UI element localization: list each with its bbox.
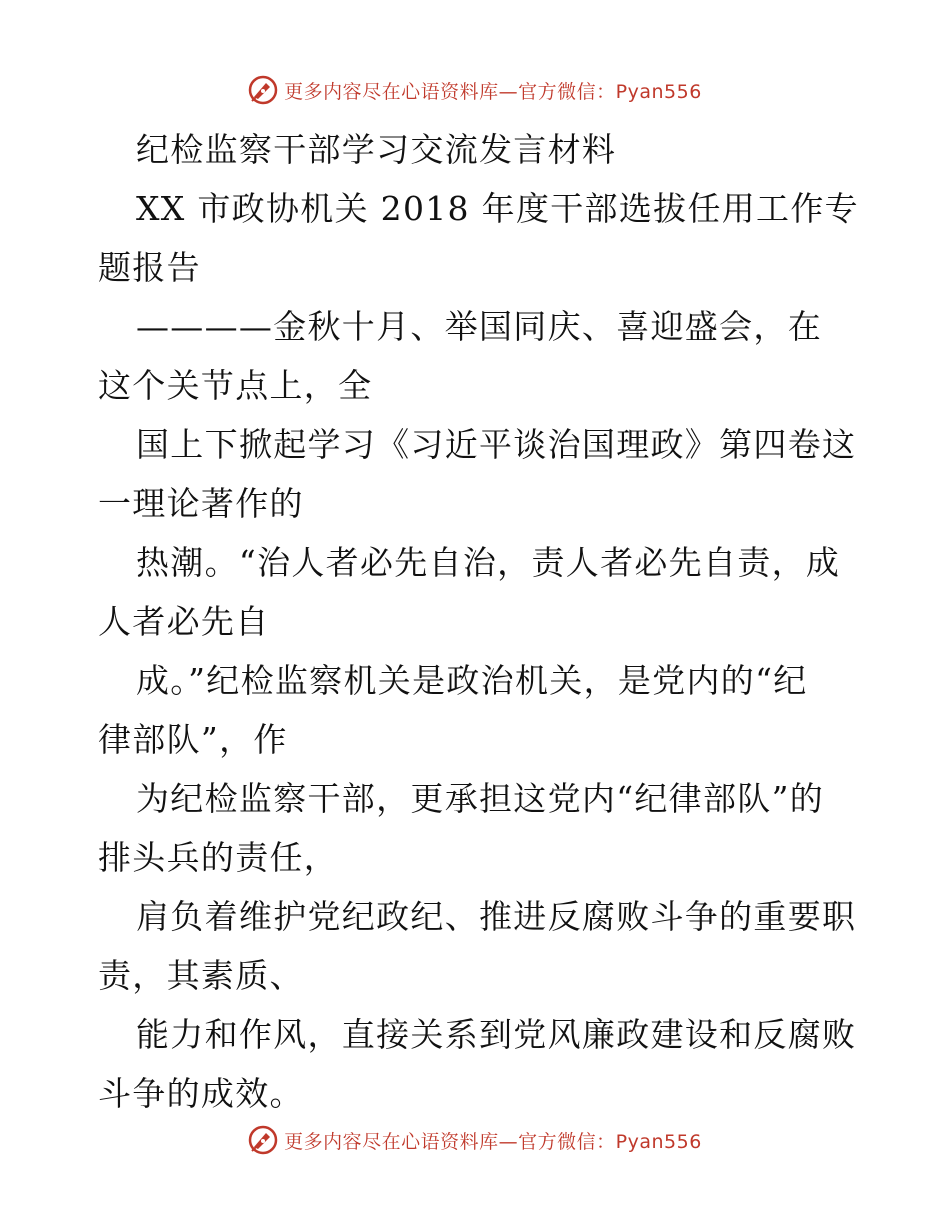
document-body [98,120,858,1123]
text-line: 责，其素质、 [98,956,304,995]
text-line: 斗争的成效。 [98,1074,304,1113]
footer-banner [0,1122,950,1158]
document-title: 纪检监察干部学习交流发言材料 [136,130,617,169]
text-line: 国上下掀起学习《习近平谈治国理政》第四卷这 [136,425,857,464]
header-banner [0,72,950,108]
text-line: 律部队”，作 [98,720,288,759]
text-line: 一理论著作的 [98,484,304,523]
text-line: 肩负着维护党纪政纪、推进反腐败斗争的重要职 [136,897,857,936]
banner-text: 更多内容尽在心语资料库—官方微信：Pyan556 [284,80,702,103]
text-line: 能力和作风，直接关系到党风廉政建设和反腐败 [136,1015,857,1054]
banner-text: 更多内容尽在心语资料库—官方微信：Pyan556 [284,1130,702,1153]
text-line: 这个关节点上，全 [98,366,373,405]
text-line: 成。”纪检监察机关是政治机关，是党内的“纪 [136,661,808,700]
text-line: ————金秋十月、举国同庆、喜迎盛会，在 [136,307,822,346]
pen-nib-logo-icon [248,75,278,105]
pen-nib-logo-icon [248,1125,278,1155]
text-line: 为纪检监察干部，更承担这党内“纪律部队”的 [136,779,825,818]
text-line: 热潮。“治人者必先自治，责人者必先自责，成 [136,543,841,582]
text-line: XX 市政协机关 2018 年度干部选拔任用工作专 [136,189,859,228]
text-line: 题报告 [98,248,201,287]
text-line: 排头兵的责任， [98,838,339,877]
text-line: 人者必先自 [98,602,270,641]
